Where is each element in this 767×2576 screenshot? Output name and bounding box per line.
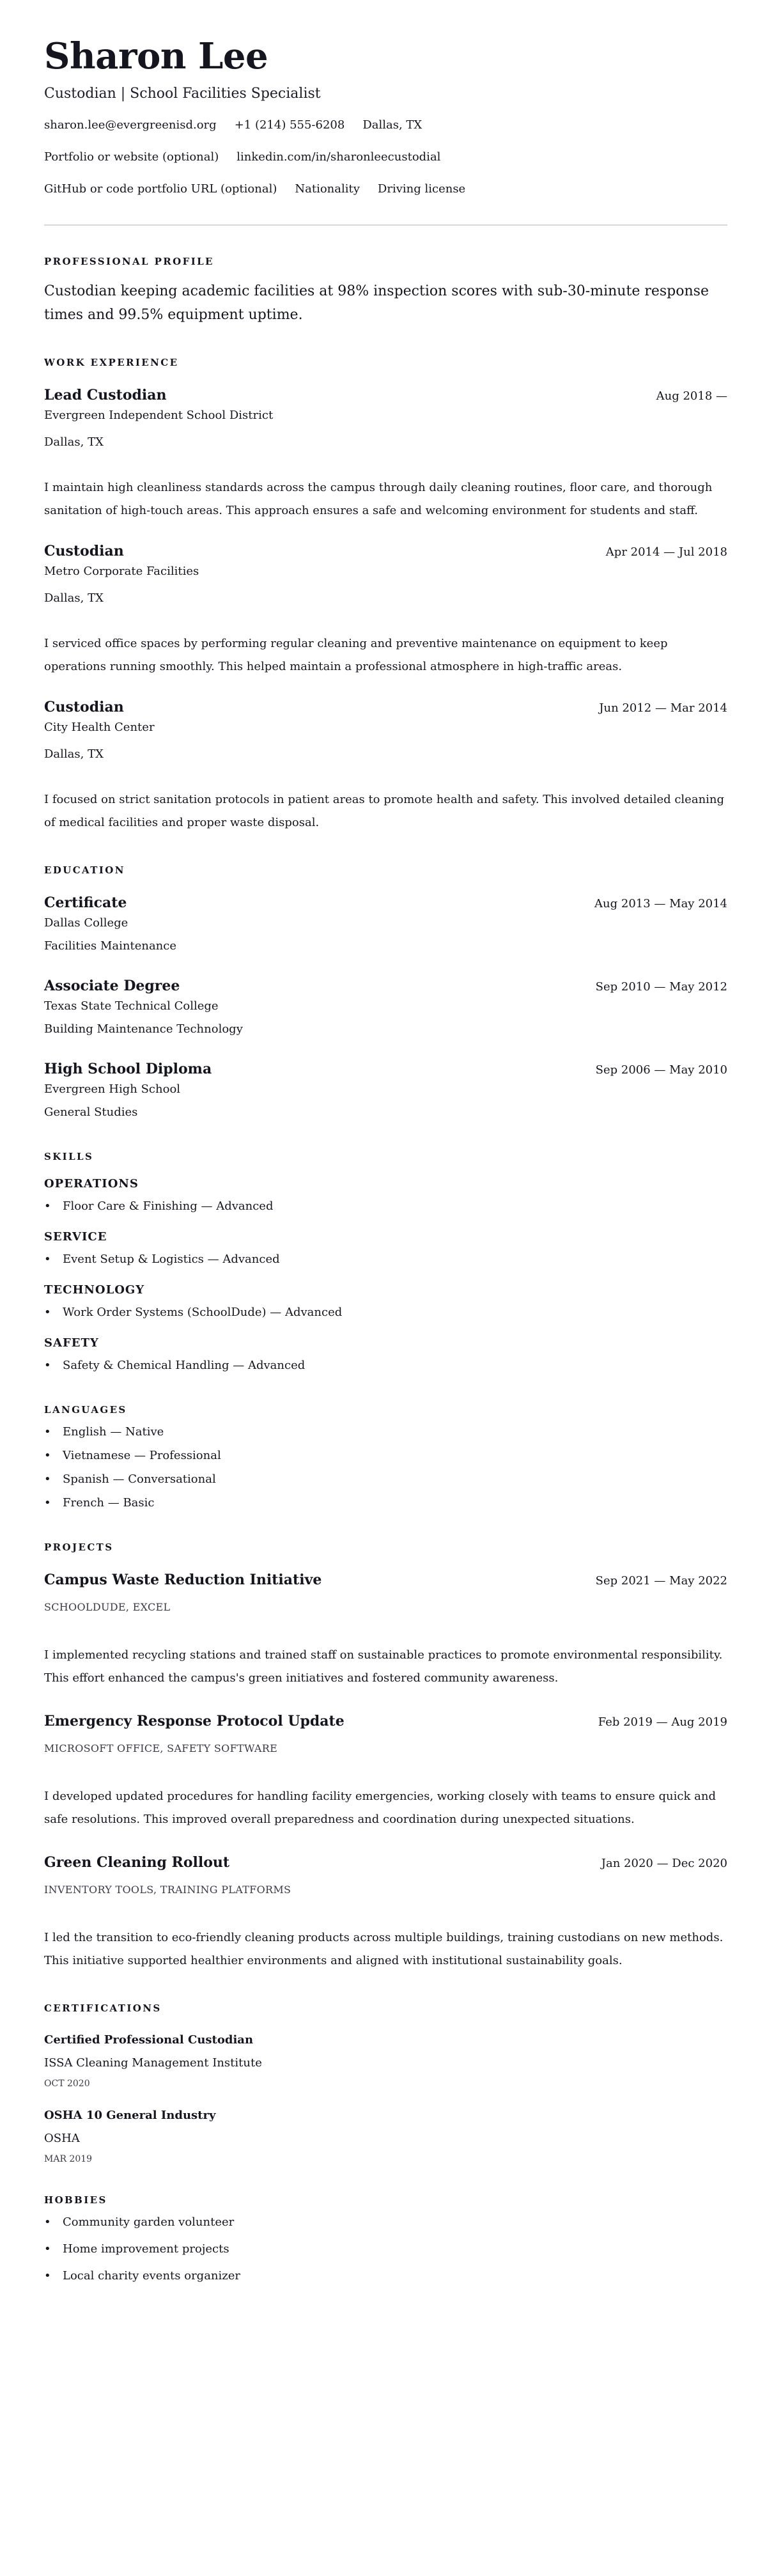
item-header [44,1712,727,1731]
field-of-study: Building Maintenance Technology [44,1022,243,1036]
section-heading: PROJECTS [44,1541,114,1553]
contact-row [44,181,727,198]
skill-list [44,1357,727,1374]
skills-section [44,1150,727,1374]
hobby-item: • Local charity events organizer [44,2268,727,2284]
skill-category: OPERATIONS [44,1176,139,1190]
job-title: Custodian [44,698,124,715]
project-technologies: MICROSOFT OFFICE, SAFETY SOFTWARE [44,1742,278,1754]
profile-summary: Custodian keeping academic facilities at 98% inspection scores with sub-30-minute response times and 99.5% equipment uptime. [44,283,709,323]
skill-list [44,1304,727,1321]
section-heading: SKILLS [44,1150,94,1162]
contact-field: Nationality [295,182,360,196]
candidate-name: Sharon Lee [44,35,268,77]
certification-issuer: ISSA Cleaning Management Institute [44,2056,262,2070]
field-of-study: General Studies [44,1105,138,1119]
hobbies-list [44,2214,727,2284]
section-heading: LANGUAGES [44,1403,127,1416]
school-name: Texas State Technical College [44,999,219,1013]
certification-date: MAR 2019 [44,2153,93,2164]
education-item [44,893,727,955]
certification-date: OCT 2020 [44,2078,90,2089]
item-header [44,698,727,717]
project-item [44,1712,727,1831]
school-name: Dallas College [44,916,128,930]
project-title: Green Cleaning Rollout [44,1854,230,1871]
education-dates: Sep 2010 — May 2012 [595,980,727,994]
company-name: Metro Corporate Facilities [44,564,199,578]
job-description: I serviced office spaces by performing regular cleaning and preventive maintenance on equipment to keep operations running smoothly. This helped maintain a professional atmosphere in high-traffic areas. [44,636,668,673]
resume-header [44,37,727,198]
job-title: Lead Custodian [44,386,167,403]
contact-field: Portfolio or website (optional) [44,150,219,164]
contact-field: Dallas, TX [362,118,422,132]
contact-row [44,117,727,134]
company-name: Evergreen Independent School District [44,408,274,422]
degree-name: Certificate [44,894,127,911]
skill-list [44,1251,727,1268]
section-heading: HOBBIES [44,2194,107,2206]
job-dates: Jun 2012 — Mar 2014 [599,701,727,715]
project-item [44,1570,727,1690]
candidate-title: Custodian | School Facilities Specialist [44,85,321,102]
project-dates: Sep 2021 — May 2022 [595,1573,727,1588]
profile-section [44,255,727,327]
language-item: • French — Basic [44,1495,727,1511]
education-dates: Sep 2006 — May 2010 [595,1063,727,1077]
project-dates: Feb 2019 — Aug 2019 [598,1715,727,1729]
item-header [44,542,727,561]
section-heading: WORK EXPERIENCE [44,356,179,368]
skill-category: SAFETY [44,1336,99,1350]
project-technologies: INVENTORY TOOLS, TRAINING PLATFORMS [44,1883,291,1896]
certification-issuer: OSHA [44,2131,80,2145]
project-description: I led the transition to eco-friendly cleaning products across multiple buildings, training custodians on new methods. This initiative supported healthier environments and aligned with institutional sustainability goals. [44,1930,724,1967]
item-header [44,976,727,995]
section-heading: CERTIFICATIONS [44,2002,162,2014]
skill-group [44,1336,727,1374]
project-technologies: SCHOOLDUDE, EXCEL [44,1600,171,1613]
skill-category: SERVICE [44,1229,107,1244]
item-header [44,1570,727,1589]
education-dates: Aug 2013 — May 2014 [594,896,727,910]
language-item: • Spanish — Conversational [44,1471,727,1488]
job-description: I focused on strict sanitation protocols in patient areas to promote health and safety. This involved detailed cleaning of medical facilities and proper waste disposal. [44,792,725,829]
skill-item: • Event Setup & Logistics — Advanced [44,1251,727,1268]
contact-field: +1 (214) 555-6208 [234,118,345,132]
degree-name: Associate Degree [44,977,180,994]
job-dates: Apr 2014 — Jul 2018 [605,545,727,559]
section-heading: PROFESSIONAL PROFILE [44,255,214,267]
hobby-item: • Home improvement projects [44,2241,727,2258]
skill-group [44,1177,727,1215]
contact-row [44,149,727,166]
skill-list [44,1198,727,1215]
skill-group [44,1230,727,1268]
education-item [44,1059,727,1121]
hobbies-section [44,2194,727,2284]
job-description: I maintain high cleanliness standards across the campus through daily cleaning routines, floor care, and thorough sanitation of high-touch areas. This approach ensures a safe and welcoming environment for students and staff. [44,480,713,517]
degree-name: High School Diploma [44,1060,212,1077]
experience-item [44,386,727,522]
contact-info [44,117,727,198]
job-location: Dallas, TX [44,435,104,449]
experience-item [44,698,727,834]
contact-field: GitHub or code portfolio URL (optional) [44,182,277,196]
certification-title: OSHA 10 General Industry [44,2108,216,2122]
project-dates: Jan 2020 — Dec 2020 [601,1856,727,1870]
language-item: • English — Native [44,1424,727,1440]
job-title: Custodian [44,542,124,559]
job-location: Dallas, TX [44,591,104,605]
contact-field: Driving license [377,182,466,196]
skill-category: TECHNOLOGY [44,1283,145,1297]
company-name: City Health Center [44,720,155,734]
item-header [44,1853,727,1872]
skill-item: • Safety & Chemical Handling — Advanced [44,1357,727,1374]
section-heading: EDUCATION [44,864,125,876]
item-header [44,893,727,912]
skill-item: • Work Order Systems (SchoolDude) — Advanced [44,1304,727,1321]
language-item: • Vietnamese — Professional [44,1448,727,1464]
skill-item: • Floor Care & Finishing — Advanced [44,1198,727,1215]
job-location: Dallas, TX [44,747,104,761]
project-title: Campus Waste Reduction Initiative [44,1571,322,1588]
school-name: Evergreen High School [44,1082,181,1096]
projects-section [44,1541,727,1972]
certification-title: Certified Professional Custodian [44,2033,254,2047]
project-item [44,1853,727,1972]
header-divider [44,224,727,226]
skill-group [44,1283,727,1321]
languages-section [44,1403,727,1511]
experience-item [44,542,727,678]
certification-item [44,2108,727,2164]
item-header [44,386,727,405]
education-section [44,864,727,1121]
contact-field: linkedin.com/in/sharonleecustodial [236,150,441,164]
certifications-section [44,2002,727,2164]
languages-list [44,1424,727,1511]
experience-section [44,356,727,834]
item-header [44,1059,727,1079]
project-description: I implemented recycling stations and trained staff on sustainable practices to promote environmental responsibility. This effort enhanced the campus's green initiatives and fostered community awareness. [44,1648,723,1685]
project-title: Emergency Response Protocol Update [44,1712,345,1729]
contact-field: sharon.lee@evergreenisd.org [44,118,217,132]
education-item [44,976,727,1038]
job-dates: Aug 2018 — [656,389,727,403]
field-of-study: Facilities Maintenance [44,939,176,953]
certification-item [44,2033,727,2089]
project-description: I developed updated procedures for handling facility emergencies, working closely with teams to ensure quick and safe resolutions. This improved overall preparedness and coordination during unexpected situations. [44,1789,716,1826]
hobby-item: • Community garden volunteer [44,2214,727,2231]
